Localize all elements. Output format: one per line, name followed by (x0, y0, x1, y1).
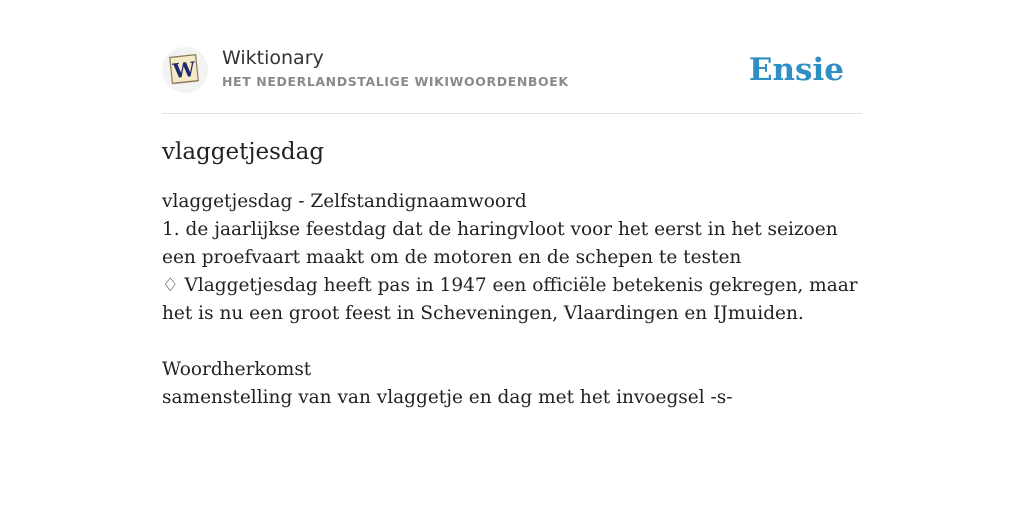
site-subtitle: HET NEDERLANDSTALIGE WIKIWOORDENBOEK (222, 74, 569, 89)
definition: 1. de jaarlijkse feestdag dat de haringvloot voor het eerst in het seizoen een proefvaart maakt om de motoren en de schepen te testen (162, 219, 838, 268)
logo-tile-graphic (162, 47, 208, 93)
ensie-logo[interactable]: Ensie (748, 52, 844, 88)
site-header (162, 40, 862, 114)
logo-letter: W (171, 56, 197, 84)
entry-title: vlaggetjesdag (162, 139, 325, 165)
example-sentence: ♢ Vlaggetjesdag heeft pas in 1947 een officiële betekenis gekregen, maar het is nu een groot feest in Scheveningen, Vlaardingen en IJmuiden. (162, 275, 858, 324)
entry-card (162, 40, 862, 412)
entry-content (162, 188, 862, 412)
etymology-heading: Woordherkomst (162, 359, 312, 380)
site-name[interactable]: Wiktionary (222, 47, 324, 69)
etymology-text: samenstelling van van vlaggetje en dag met het invoegsel -s- (162, 387, 733, 408)
site-brand (222, 46, 569, 91)
spacer (162, 328, 862, 356)
headword-line: vlaggetjesdag - Zelfstandignaamwoord (162, 191, 527, 212)
wiktionary-logo-icon[interactable] (162, 47, 208, 93)
